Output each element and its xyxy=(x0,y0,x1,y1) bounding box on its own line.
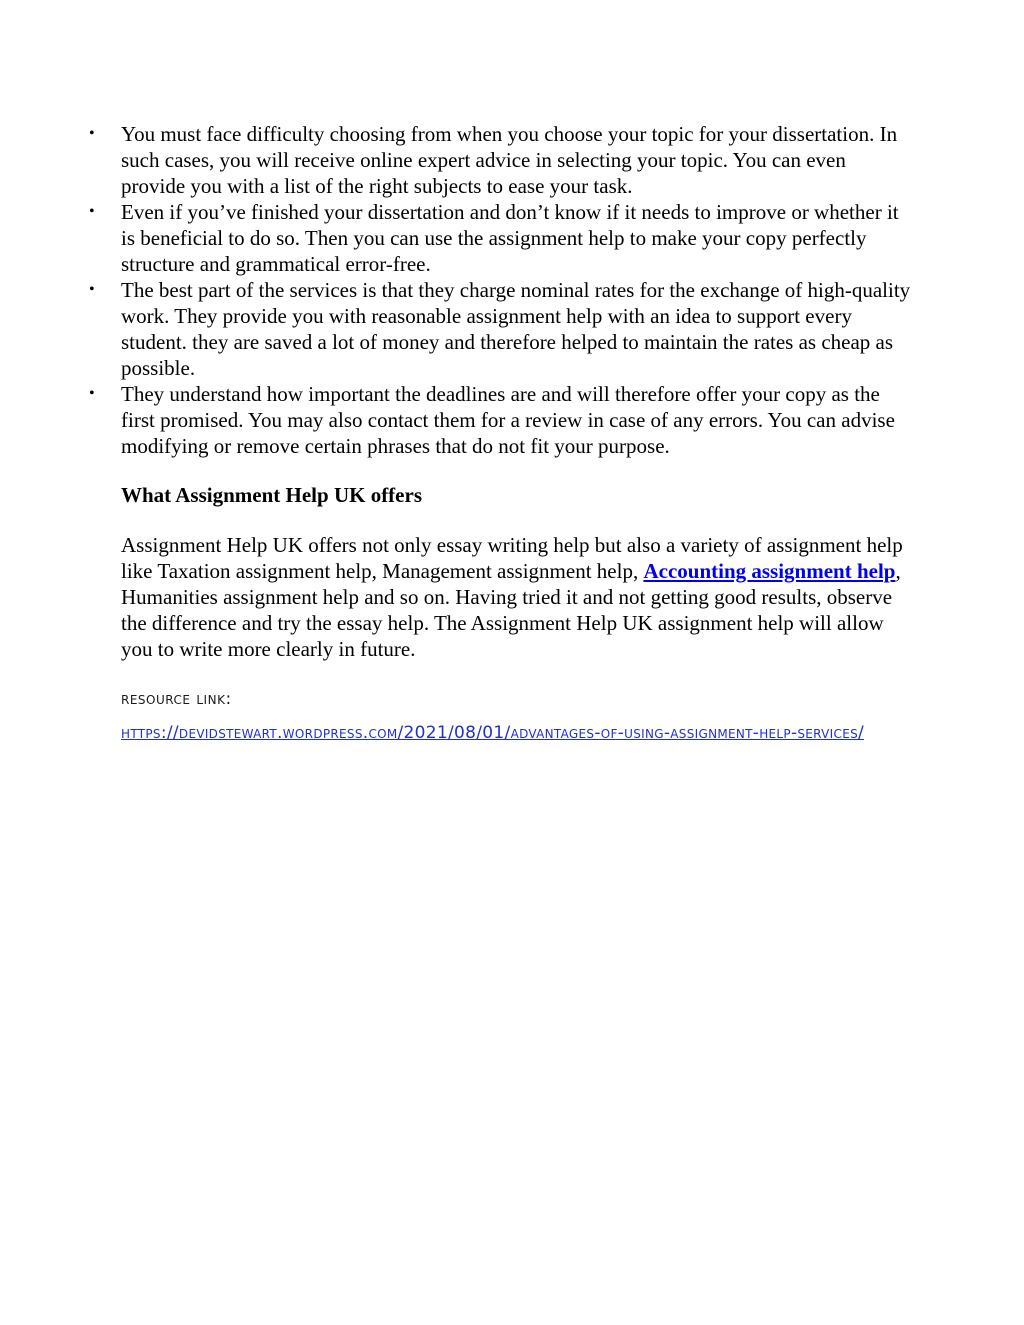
paragraph-text-before: Assignment Help UK offers not only essay writing help but also a variety of assignment help like Taxation assignment help, Management assignment help, xyxy=(121,533,903,583)
list-item-text: Even if you’ve finished your dissertation and don’t know if it needs to improve or whether it is beneficial to do so. Then you can use the assignment help to make your copy perfectly structure and grammatical error-free. xyxy=(121,200,899,276)
list-item xyxy=(89,381,911,459)
list-item xyxy=(89,277,911,381)
bullet-icon: • xyxy=(89,281,95,298)
resource-url-link[interactable]: https://devidstewart.wordpress.com/2021/08/01/advantages-of-using-assignment-help-services/ xyxy=(121,723,865,743)
bullet-icon: • xyxy=(89,385,95,402)
list-item-text: You must face difficulty choosing from when you choose your topic for your dissertation. In such cases, you will receive online expert advice in selecting your topic. You can even provide you with a list of the right subjects to ease your task. xyxy=(121,122,898,198)
list-item-text: The best part of the services is that they charge nominal rates for the exchange of high-quality work. They provide you with reasonable assignment help with an idea to support every student. they are saved a lot of money and therefore helped to maintain the rates as cheap as possible. xyxy=(121,278,911,380)
resource-link-label: resource link: xyxy=(121,689,232,709)
section-paragraph xyxy=(121,532,911,662)
accounting-assignment-help-link[interactable]: Accounting assignment help xyxy=(643,559,896,583)
paragraph-text-after: , Humanities assignment help and so on. Having tried it and not getting good results, observe the difference and try the essay help. The Assignment Help UK assignment help will allow you to write more clearly in future. xyxy=(121,559,901,661)
list-item xyxy=(89,199,911,277)
bullet-icon: • xyxy=(89,125,95,142)
bullet-icon: • xyxy=(89,203,95,220)
list-item-text: They understand how important the deadlines are and will therefore offer your copy as the first promised. You may also contact them for a review in case of any errors. You can advise modifying or remove certain phrases that do not fit your purpose. xyxy=(121,382,895,458)
list-item xyxy=(89,121,911,199)
bullet-list xyxy=(89,121,911,459)
section-heading: What Assignment Help UK offers xyxy=(121,483,422,507)
